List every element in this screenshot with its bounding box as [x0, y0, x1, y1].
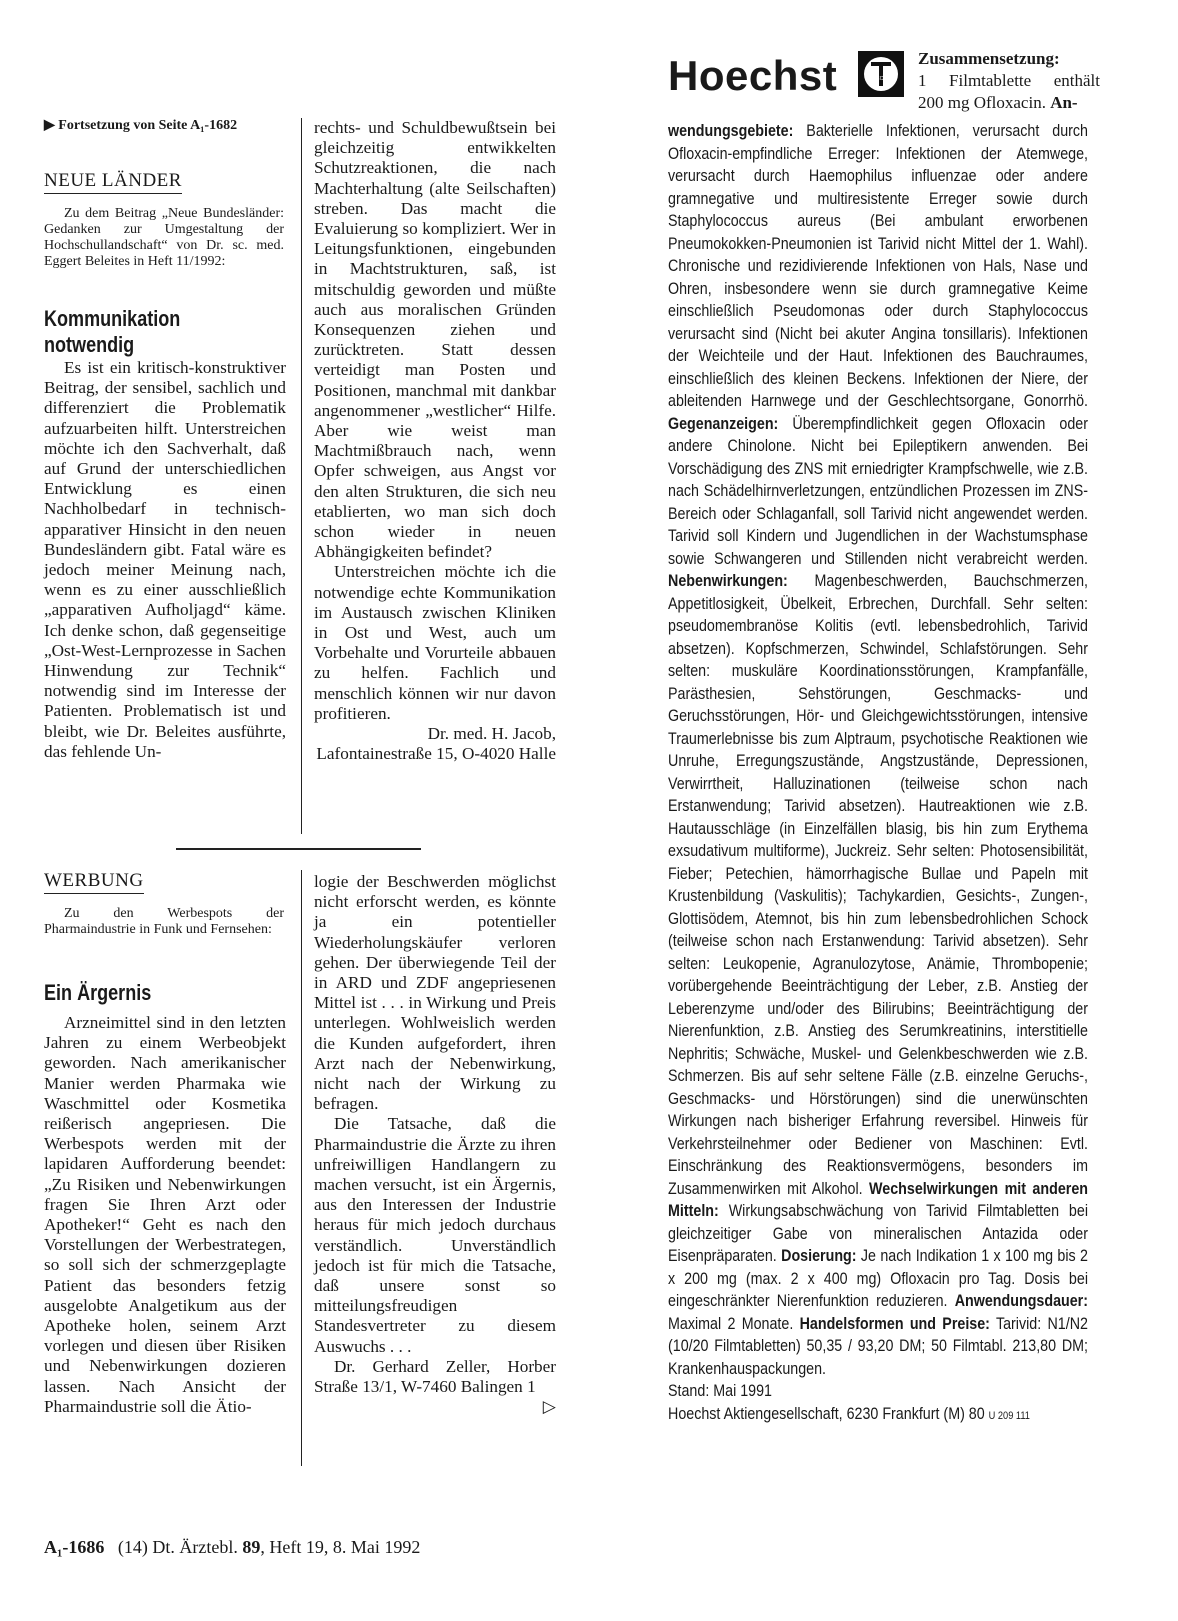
volume: 89 [242, 1537, 261, 1557]
issue: , Heft 19, 8. Mai 1992 [260, 1537, 421, 1557]
letter1-column-1 [44, 358, 286, 762]
brand-name: Hoechst [668, 52, 838, 99]
continuation-note [44, 117, 237, 134]
label-zusammensetzung: Zusammensetzung: [918, 49, 1060, 68]
letter1-headline: Kommunikation notwendig [44, 306, 181, 357]
ad-code: U 209 111 [988, 1409, 1030, 1422]
paragraph: rechts- und Schuldbewußtsein bei gleichzeitig entwikkelten Schutzreaktionen, die nach Machterhaltung (alte Seilschaften) streben. Das macht die Evaluierung so kompliziert. Wer in Leitungsfunktionen, eingebunden in Machtstrukturen, saß, ist mitschuldig geworden und müßte auch aus moralischen Gründen Konsequenzen ziehen und zurücktreten. Statt dessen verteidigt man Posten und Positionen, manchmal mit dankbar angenommener „westlicher“ Hilfe. Aber wie weist man Machtmißbrauch nach, wenn Opfer schweigen, aus Angst vor den alten Strukturen, die sich neu etablierten, wo man sich doch schon wieder in neuen Abhängigkeiten befindet? [314, 118, 556, 562]
label-handelsformen: Handelsformen und Preise: [799, 1313, 990, 1333]
letter1-intro: Zu dem Beitrag „Neue Bundesländer: Gedanken zur Umgestaltung der Hochschullandschaft“ von Dr. sc. med. Eggert Beleites in Heft 11/1992: [44, 206, 284, 269]
paragraph: Unterstreichen möchte ich die notwendige echte Kommunikation im Austausch zwischen Kliniken in Ost und West, auch um Vorbehalte und Vorurteile abbauen zu helfen. Fachlich und menschlich können wir nur davon profitieren. [314, 562, 556, 723]
continuation-text: Fortsetzung von Seite A₁-1682 [58, 118, 238, 133]
letter1-column-2 [314, 118, 556, 765]
hoechst-logo-icon [857, 50, 905, 98]
triangle-icon: ▶ [44, 118, 55, 133]
paragraph: Es ist ein kritisch-konstruktiver Beitrag, der sensibel, sachlich und differenziert die Problematik aufzuarbeiten hilft. Unterstreichen möchte ich den Sachverhalt, daß auf Grund der unterschiedlichen Entwicklung es einen Nachholbedarf in technisch-apparativer Hinsicht in den neuen Bundesländern gibt. Fatal wäre es jedoch meiner Meinung nach, wenn es zu einer ausschließlich „apparativen Aufholjagd“ käme. Ich denke schon, daß gegenseitige „Ost-West-Lernprozesse in Sachen Hinwendung zur Technik“ notwendig sind im Interesse der Patienten. Problematisch ist und bleibt, wie Dr. Beleites ausführte, das fehlende Un- [44, 358, 286, 761]
page-footer [44, 1537, 420, 1558]
journal-ref: (14) Dt. Ärztebl. [117, 1537, 238, 1557]
letter2-headline: Ein Ärgernis [44, 980, 152, 1005]
label-dosierung: Dosierung: [781, 1246, 857, 1265]
svg-text:HOECHST: HOECHST [868, 76, 894, 82]
end-mark-icon: ▷ [542, 1397, 556, 1417]
paragraph: Arzneimittel sind in den letzten Jahren zu einem Werbeobjekt geworden. Nach amerikanischer Manier werden Pharmaka wie Waschmittel oder Kosmetika reißerisch angepriesen. Die Werbespots werden mit der lapidaren Aufforderung beendet: „Zu Risiken und Nebenwirkungen fragen Sie Ihren Arzt oder Apotheker!“ Geht es nach den Vorstellungen der Werbestrategen, so soll sich der schmerzgeplagte Patient das besonders fetzig ausgelobte Analgetikum aus der Apotheke holen, seinem Arzt vorlegen und diesen über Risiken und Nebenwirkungen dozieren lassen. Nach Ansicht der Pharmaindustrie soll die Ätio- [44, 1013, 286, 1416]
column-divider [301, 118, 302, 834]
stand-date: Stand: Mai 1991 [668, 1381, 773, 1400]
section-werbung [44, 870, 144, 894]
label-nebenwirkungen: Nebenwirkungen: [668, 571, 788, 590]
label-gegenanzeigen: Gegenanzeigen: [668, 413, 779, 433]
label-anwendungsdauer: Anwendungsdauer: [954, 1291, 1088, 1310]
label-anwendungsgebiete: wendungsgebiete: [668, 121, 794, 140]
company-address: Hoechst Aktiengesellschaft, 6230 Frankfurt (M) 80 [668, 1403, 985, 1423]
ad-body: wendungsgebiete: Bakterielle Infektionen, verursacht durch Ofloxacin-empfindliche Erreger: Infektionen der Atemwege, verursacht durch Haemophilus influenzae oder andere gramnegative und multiresistente Erreger sowie durch Staphylococcus aureus (Bei ambulant erworbenen Pneumokokken-Pneumonien ist Tarivid nicht Mittel der 1. Wahl). Chronische und rezidivierende Infektionen von Hals, Nase und Ohren, insbesondere wenn sie durch gramnegative Keime einschließlich Pseudomonas oder durch Staphylococcus verursacht sind (Nicht bei akuter Angina tonsillaris). Infektionen der Weichteile und der Haut. Infektionen des Bauchraumes, einschließlich des kleinen Beckens. Infektionen der Niere, der ableitenden Harnwege und der Geschlechtsorgane, Gonorrhö. Gegenanzeigen: Überempfindlichkeit gegen Ofloxacin oder andere Chinolone. Nicht bei Epileptikern anwenden. Bei Vorschädigung des ZNS mit erniedrigter Krampfschwelle, wie z.B. nach Schädelhirnverletzungen, entzündlichen Prozessen im ZNS-Bereich oder Schlaganfall, soll Tarivid nicht angewendet werden. Tarivid soll Kindern und Jugendlichen in der Wachstumsphase sowie Schwangeren und Stillenden nicht verabreicht werden. Nebenwirkungen: Magenbeschwerden, Bauchschmerzen, Appetitlosigkeit, Übelkeit, Erbrechen, Durchfall. Sehr selten: pseudomembranöse Kolitis (evtl. lebensbedrohlich, Tarivid absetzen). Kopfschmerzen, Schwindel, Schlafstörungen. Sehr selten: muskuläre Koordinationsstörungen, Krampfanfälle, Parästhesien, Sehstörungen, Geschmacks- und Geruchsstörungen, Hör- und Gleichgewichtsstörungen, intensive Traumerlebnisse bis zum Alptraum, psychotische Reaktionen wie Unruhe, Erregungszustände, Angstzustände, Depressionen, Verwirrtheit, Halluzinationen (teilweise schon nach Erstanwendung; Tarivid absetzen). Hautreaktionen wie z.B. Hautausschläge (in Einzelfällen blasig, bis hin zum Erythema exsudativum multiforme), Juckreiz. Sehr selten: Photosensibilität, Fieber; Petechien, hämorrhagische Bullae und Papeln mit Krustenbildung (Vaskulitis); Tachykardien, Gesichts-, Zungen-, Glottisödem, Atemnot, bis hin zum lebensbedrohlichen Schock (teilweise schon nach Erstanwendung: Tarivid absetzen). Sehr selten: Leukopenie, Agranulozytose, Anämie, Thrombopenie; vorübergehende Beeinträchtigung der Leber, z.B. Anstieg der Leberenzyme und/oder des Bilirubins; Beeinträchtigung der Nierenfunktion, z.B. Anstieg des Serumkreatinins, interstitielle Nephritis; Schwäche, Muskel- und Gelenkbeschwerden wie z.B. Schmerzen. Bis auf sehr seltene Fälle (z.B. einzelne Geruchs-, Geschmacks- und Hörstörungen) sind die unerwünschten Wirkungen nach bisheriger Erfahrung reversibel. Hinweis für Verkehrsteilnehmer oder Bediener von Maschinen: Evtl. Einschränkung des Reaktionsvermögens, besonders im Zusammenwirken mit Alkohol. Wechselwirkungen mit anderen Mitteln: Wirkungsabschwächung von Tarivid Filmtabletten bei gleichzeitiger Gabe von mineralischen Antazida oder Eisenpräparaten. Dosierung: Je nach Indikation 1 x 100 mg bis 2 x 200 mg (max. 2 x 400 mg) Ofloxacin pro Tag. Dosis bei eingeschränkter Nierenfunktion reduzieren. Anwendungsdauer: Maximal 2 Monate. Handelsformen und Preise: Tarivid: N1/N2 (10/20 Filmtabletten) 50,35 / 93,20 DM; 50 Filmtabl. 213,80 DM; Krankenhauspackungen. Stand: Mai 1991 Hoechst Aktiengesellschaft, 6230 Frankfurt (M) 80 U 209 111 [668, 121, 1089, 1423]
separator-line [176, 848, 421, 850]
page-number: A₁-1686 [44, 1537, 105, 1557]
letter2-intro: Zu den Werbespots der Pharmaindustrie in Funk und Fernsehen: [44, 906, 284, 937]
section-neue-laender [44, 170, 182, 194]
composition-block: Zusammensetzung: 1 Filmtablette enthält 200 mg Ofloxacin. An- [918, 49, 1100, 112]
signature: Dr. Gerhard Zeller, Horber Straße 13/1, W-7460 Balingen 1 ▷ [314, 1356, 556, 1417]
paragraph: logie der Beschwerden möglichst nicht erforscht werden, es könnte ja ein potentieller Wiederholungskäufer verloren gehen. Der überwiegende Teil der in ARD und ZDF angepriesenen Mittel ist . . . in Wirkung und Preis unterlegen. Wohlweislich werden die Kunden aufgefordert, ihren Arzt nach der Nebenwirkung, nicht nach der Wirkung zu befragen. [314, 872, 556, 1114]
label-wechselwirkungen: Wechselwirkungen mit anderen Mitteln: [668, 1178, 1088, 1220]
letter2-column-1 [44, 1013, 286, 1417]
column-divider [301, 870, 302, 1466]
signature: Dr. med. H. Jacob, Lafontainestraße 15, O-4020 Halle [316, 724, 556, 764]
paragraph: Die Tatsache, daß die Pharmaindustrie die Ärzte zu ihren unfreiwilligen Handlangern zu machen versucht, ist ein Ärgernis, aus den Interessen der Industrie heraus für mich jedoch durchaus verständlich. Unverständlich jedoch ist für mich die Tatsache, daß unsere sonst so mitteilungsfreudigen Standesvertreter zu diesem Auswuchs . . . [314, 1114, 556, 1356]
section-title: WERBUNG [44, 870, 144, 894]
letter2-column-2 [314, 872, 556, 1417]
section-title: NEUE LÄNDER [44, 170, 182, 194]
